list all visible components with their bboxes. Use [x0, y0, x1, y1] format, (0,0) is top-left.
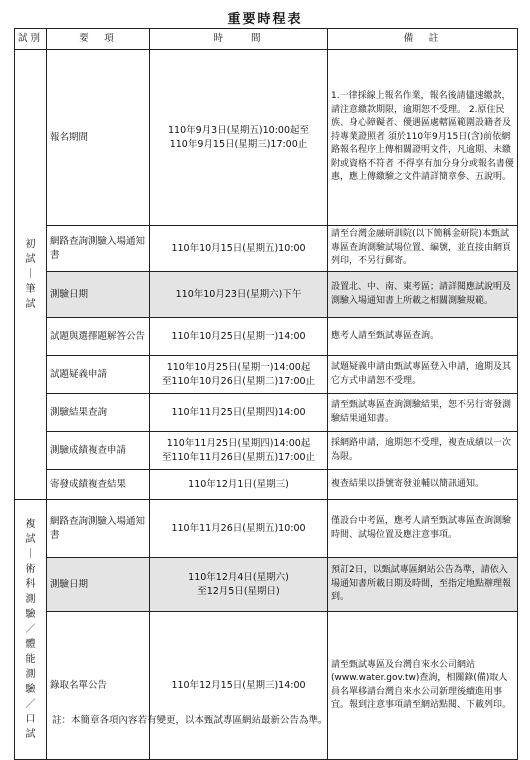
note-cell: 應考人請至甄試專區查詢。 [328, 318, 518, 356]
item-cell: 網路查詢測驗入場通知書 [47, 226, 150, 272]
page-title: 重要時程表 [227, 12, 303, 27]
note-cell: 預訂2日，以甄試專區網站公告為準，請依入場通知書所載日期及時間，至指定地點辦理報到。 [328, 558, 518, 612]
note-cell: 設置北、中、南、東考區；請詳閱應試說明及測驗入場通知書上所載之相關測驗規範。 [328, 272, 518, 318]
stage-label: 複試｜術科測驗／體能測驗／口試 [25, 519, 36, 740]
time-line: 110年12月15日(星期三)14:00 [171, 679, 306, 691]
time-line: 110年11月26日(星期五)10:00 [171, 522, 306, 534]
stage-label: 初試｜筆試 [25, 239, 36, 310]
time-cell [150, 470, 328, 500]
time-line: 110年10月15日(星期五)10:00 [171, 242, 306, 254]
note-cell: 請至甄試專區查詢測驗結果，恕不另行寄發測驗結果通知書。 [328, 394, 518, 432]
time-cell [150, 50, 328, 226]
header-item: 要 項 [47, 29, 150, 50]
item-cell: 測驗日期 [47, 272, 150, 318]
time-line: 至110年11月26日(星期五)17:00止 [161, 451, 316, 463]
note-cell: 僅設台中考區，應考人請至甄試專區查詢測驗時間、試場位置及應注意事項。 [328, 500, 518, 558]
time-line: 110年12月4日(星期六) [188, 571, 289, 583]
time-line: 110年11月25日(星期四)14:00起 [166, 437, 311, 449]
table-row [15, 356, 518, 394]
time-line: 110年10月25日(星期一)14:00起 [166, 361, 311, 373]
table-row [15, 318, 518, 356]
item-cell: 試題疑義申請 [47, 356, 150, 394]
table-row [15, 432, 518, 470]
time-line: 110年11月25日(星期四)14:00 [171, 406, 306, 418]
stage-second [15, 500, 47, 760]
note-cell: 1.一律採線上報名作業，報名後請儘速繳款，請注意繳款期限，逾期恕不受理。 2.原住民族、身心障礙者、優遇區處轄區範圍設籍者及持專業證照者 須於110年9月15日(含)前依網路報名程序上傳相關證明文件，凡逾期、未繳附或資格不符者 不得享有加分身分或報名書優惠，應上傳繳驗之文件請詳簡章參、五說明。 [328, 50, 518, 226]
item-cell: 報名期間 [47, 50, 150, 226]
table-row [15, 226, 518, 272]
time-line: 110年9月15日(星期三)17:00止 [169, 138, 308, 150]
time-line: 至110年10月26日(星期二)17:00止 [161, 375, 316, 387]
time-cell [150, 612, 328, 760]
table-row [15, 558, 518, 612]
header-stage: 試別 [15, 29, 47, 50]
note-cell: 複查結果以掛號寄發並輔以簡訊通知。 [328, 470, 518, 500]
item-cell: 測驗成績複查申請 [47, 432, 150, 470]
item-cell: 寄發成績複查結果 [47, 470, 150, 500]
table-row [15, 272, 518, 318]
item-cell: 試題與選擇題解答公告 [47, 318, 150, 356]
time-cell [150, 432, 328, 470]
item-cell: 測驗日期 [47, 558, 150, 612]
stage-first [15, 50, 47, 500]
time-cell [150, 558, 328, 612]
time-cell [150, 500, 328, 558]
header-time: 時 間 [150, 29, 328, 50]
table-row [15, 394, 518, 432]
note-cell: 採網路申請，逾期恕不受理，複查成績以一次為限。 [328, 432, 518, 470]
table-row [15, 500, 518, 558]
time-cell [150, 226, 328, 272]
header-row [15, 29, 518, 50]
item-cell: 錄取名單公告 [47, 612, 150, 760]
item-cell: 網路查詢測驗入場通知書 [47, 500, 150, 558]
time-cell [150, 356, 328, 394]
time-cell [150, 318, 328, 356]
table-row [15, 50, 518, 226]
time-line: 110年10月25日(星期一)14:00 [171, 330, 306, 342]
time-cell [150, 272, 328, 318]
header-note: 備 註 [328, 29, 518, 50]
time-line: 110年12月1日(星期三) [188, 478, 289, 490]
table-row [15, 612, 518, 760]
schedule-body [15, 50, 518, 760]
note-cell: 請至台灣金融研訓院(以下簡稱金研院)本甄試專區查詢測驗試場位置、編號，並直接由網頁列印，不另行郵寄。 [328, 226, 518, 272]
note-cell: 試題疑義申請由甄試專區登入申請，逾期及其它方式申請恕不受理。 [328, 356, 518, 394]
time-line: 110年9月3日(星期五)10:00起至 [167, 124, 309, 136]
time-line: 110年10月23日(星期六)下午 [175, 288, 302, 300]
table-row [15, 470, 518, 500]
footnote: 註：本簡章各項內容若有變更，以本甄試專區網站最新公告為準。 [52, 715, 328, 726]
time-line: 至12月5日(星期日) [197, 585, 280, 597]
schedule-table [14, 28, 518, 760]
note-cell: 請至甄試專區及台灣自來水公司網站(www.water.gov.tw)查詢，相關錄(備)取人員名單移請台灣自來水公司新理後續進用事宜。報到注意事項請至網站點閱、下載列印。 [328, 612, 518, 760]
item-cell: 測驗結果查詢 [47, 394, 150, 432]
time-cell [150, 394, 328, 432]
